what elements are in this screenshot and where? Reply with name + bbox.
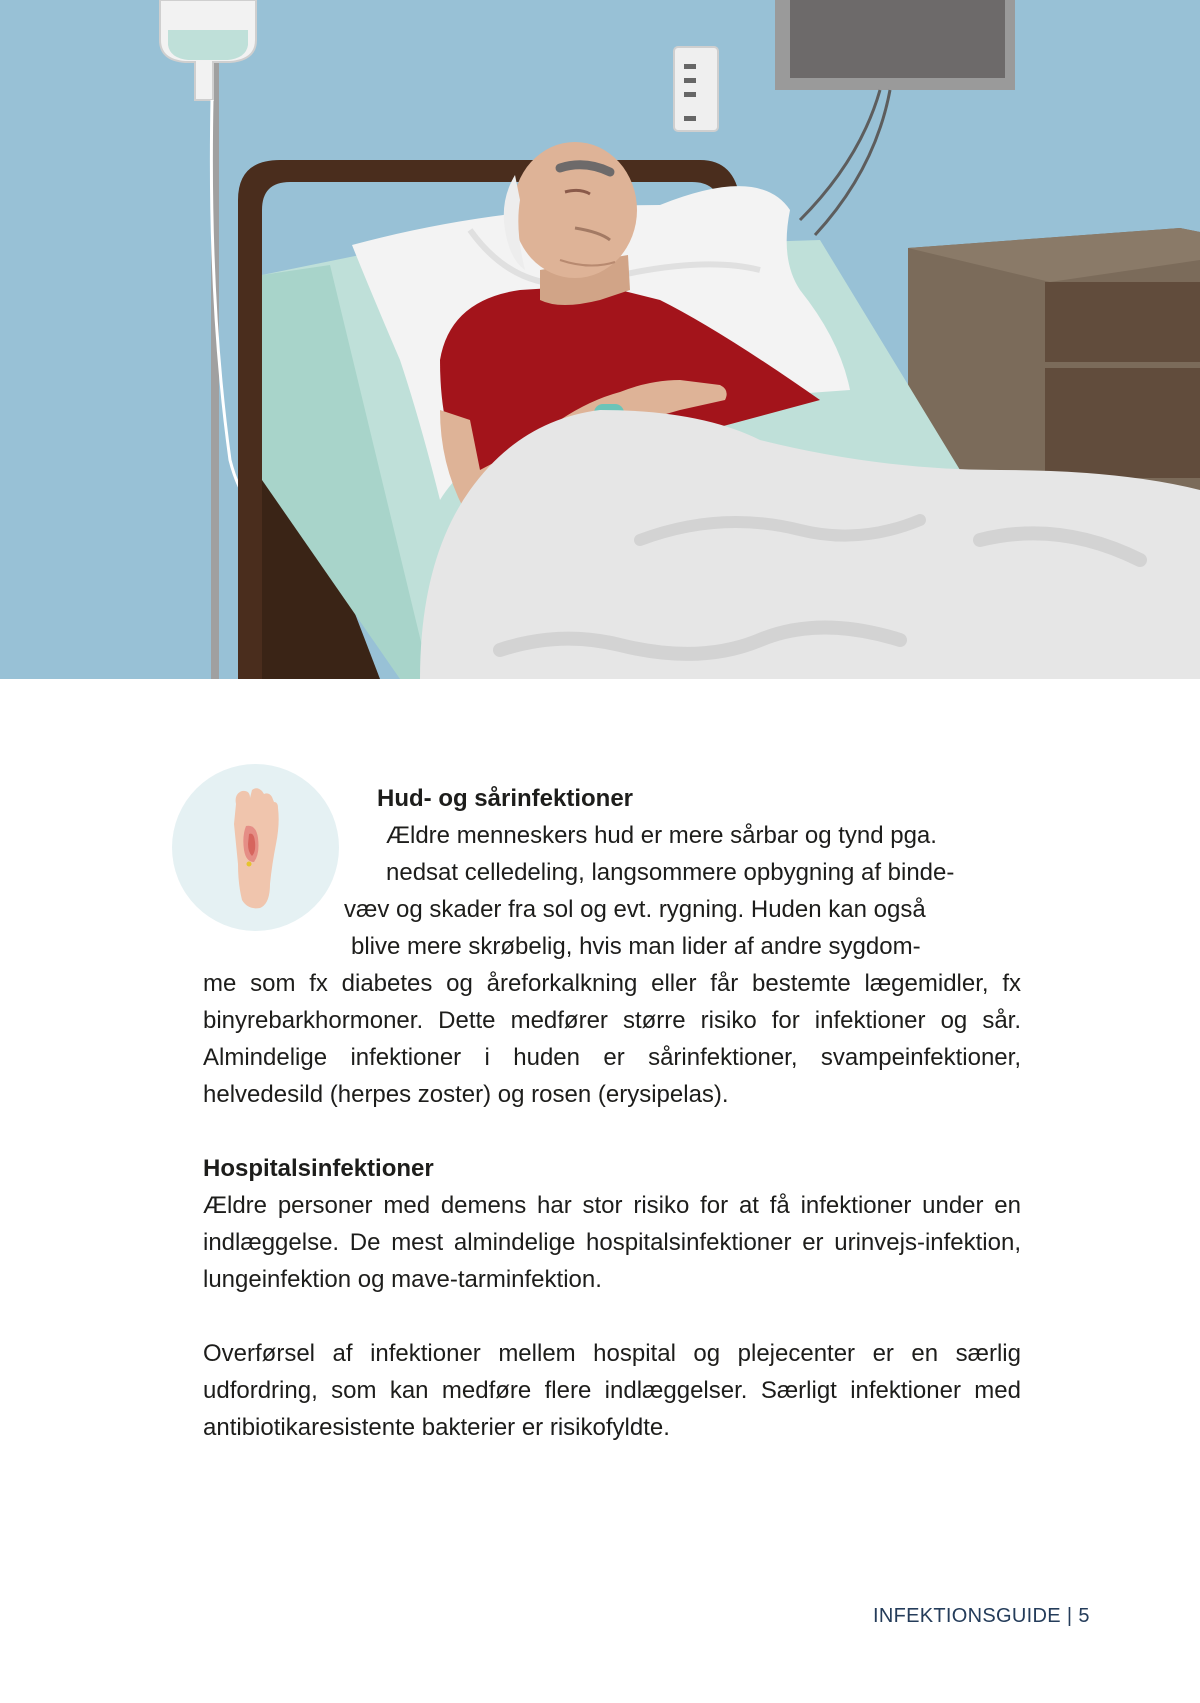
footer-separator: | bbox=[1066, 1605, 1073, 1627]
article-body bbox=[203, 780, 1021, 1446]
hospital-paragraph-2: Overførsel af infektioner mellem hospital og plejecenter er en særlig udfordring, som kan medføre flere indlæggelser. Særligt infektioner med antibiotikaresistente bakterier er risikofyldte. bbox=[203, 1340, 1021, 1441]
section-title-hospital-infections: Hospitalsinfektioner bbox=[203, 1155, 434, 1182]
page-footer bbox=[873, 1602, 1090, 1630]
wall-outlet-icon bbox=[674, 47, 718, 131]
skin-line-2: nedsat celledeling, langsommere opbygning af binde- bbox=[386, 859, 955, 886]
section-title-skin-infections: Hud- og sårinfektioner bbox=[377, 785, 634, 812]
skin-paragraph-rest: me som fx diabetes og åreforkalkning eller får bestemte lægemidler, fx binyrebarkhormoner. Dette medfører større risiko for infektioner og sår. Almindelige infektioner i huden er sårinfektioner, svampeinfektioner, helvedesild (herpes zoster) og rosen (erysipelas). bbox=[203, 970, 1021, 1108]
skin-infections-text bbox=[203, 817, 1021, 1113]
page-number: 5 bbox=[1078, 1605, 1090, 1627]
skin-line-4: blive mere skrøbelig, hvis man lider af andre sygdom- bbox=[351, 933, 921, 960]
guide-name: INFEKTIONSGUIDE bbox=[873, 1605, 1061, 1627]
hero-illustration bbox=[0, 0, 1200, 679]
skin-line-3: væv og skader fra sol og evt. rygning. Huden kan også bbox=[344, 896, 926, 923]
hospital-paragraph-1: Ældre personer med demens har stor risiko for at få infektioner under en indlæggelse. De mest almindelige hospitalsinfektioner er urinvejs-infektion, lungeinfektion og mave-tarminfektion. bbox=[203, 1192, 1021, 1293]
skin-line-1: Ældre menneskers hud er mere sårbar og tynd pga. bbox=[386, 822, 937, 849]
